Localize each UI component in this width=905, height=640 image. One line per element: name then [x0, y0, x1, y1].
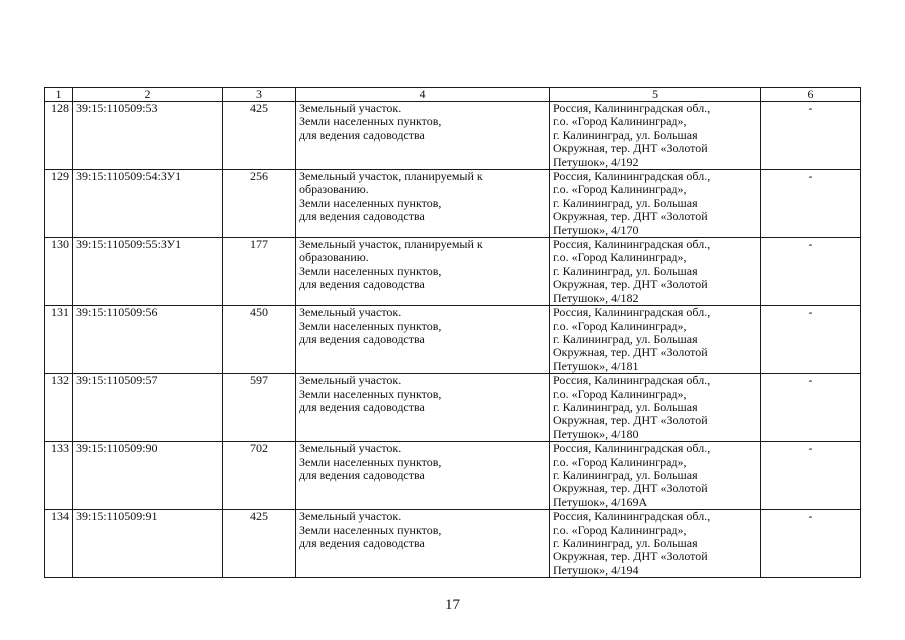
description-line: Земельный участок.	[299, 373, 402, 388]
cadastral-number-cell: 39:15:110509:55:ЗУ1	[73, 238, 223, 306]
address-cell	[550, 442, 761, 510]
address-line: Окружная, тер. ДНТ «Золотой	[553, 413, 708, 428]
address-line: г. Калининград, ул. Большая	[553, 331, 698, 346]
description-line: Земли населенных пунктов,	[299, 195, 442, 210]
table-row	[45, 102, 861, 170]
description-line: Земли населенных пунктов,	[299, 386, 442, 401]
address-line: Петушок», 4/181	[553, 358, 639, 373]
description-line: образованию.	[299, 250, 369, 265]
table-body	[45, 102, 861, 578]
address-cell	[550, 306, 761, 374]
address-line: Россия, Калининградская обл.,	[553, 509, 711, 524]
header-cell-2: 2	[73, 88, 223, 102]
address-line: г. Калининград, ул. Большая	[553, 399, 698, 414]
cadastral-number-cell: 39:15:110509:57	[73, 374, 223, 442]
address-line: Петушок», 4/182	[553, 290, 639, 305]
description-line: для ведения садоводства	[299, 209, 425, 224]
address-cell	[550, 510, 761, 578]
cadastral-number-cell: 39:15:110509:90	[73, 442, 223, 510]
address-line: г.о. «Город Калининград»,	[553, 386, 687, 401]
description-line: для ведения садоводства	[299, 277, 425, 292]
description-cell	[296, 374, 550, 442]
area-cell: 177	[223, 238, 296, 306]
description-line: Земельный участок, планируемый к	[299, 169, 483, 184]
description-line: Земли населенных пунктов,	[299, 522, 442, 537]
area-cell: 597	[223, 374, 296, 442]
area-cell: 256	[223, 170, 296, 238]
address-line: Окружная, тер. ДНТ «Золотой	[553, 481, 708, 496]
row-number-cell: 131	[45, 306, 73, 374]
cadastral-number-cell: 39:15:110509:54:ЗУ1	[73, 170, 223, 238]
header-cell-6: 6	[761, 88, 861, 102]
page-number: 17	[445, 597, 460, 613]
description-cell	[296, 238, 550, 306]
description-line: для ведения садоводства	[299, 399, 425, 414]
description-cell	[296, 102, 550, 170]
address-line: г. Калининград, ул. Большая	[553, 195, 698, 210]
note-cell: -	[761, 306, 861, 374]
row-number-cell: 128	[45, 102, 73, 170]
row-number-cell: 132	[45, 374, 73, 442]
address-line: г.о. «Город Калининград»,	[553, 114, 687, 129]
area-cell: 425	[223, 510, 296, 578]
table-row	[45, 238, 861, 306]
address-line: Россия, Калининградская обл.,	[553, 441, 711, 456]
note-cell: -	[761, 510, 861, 578]
row-number-cell: 133	[45, 442, 73, 510]
row-number-cell: 134	[45, 510, 73, 578]
cadastral-number-cell: 39:15:110509:56	[73, 306, 223, 374]
description-cell	[296, 442, 550, 510]
address-line: Окружная, тер. ДНТ «Золотой	[553, 277, 708, 292]
table-row	[45, 306, 861, 374]
table-header	[45, 88, 861, 102]
address-line: Окружная, тер. ДНТ «Золотой	[553, 141, 708, 156]
address-line: Россия, Калининградская обл.,	[553, 237, 711, 252]
address-line: г. Калининград, ул. Большая	[553, 263, 698, 278]
address-line: Окружная, тер. ДНТ «Золотой	[553, 209, 708, 224]
description-line: Земли населенных пунктов,	[299, 263, 442, 278]
address-line: г.о. «Город Калининград»,	[553, 250, 687, 265]
address-line: Петушок», 4/170	[553, 222, 639, 237]
description-line: Земли населенных пунктов,	[299, 318, 442, 333]
header-cell-1: 1	[45, 88, 73, 102]
cadastral-number-cell: 39:15:110509:91	[73, 510, 223, 578]
address-line: Окружная, тер. ДНТ «Золотой	[553, 549, 708, 564]
cadastral-number-cell: 39:15:110509:53	[73, 102, 223, 170]
description-cell	[296, 306, 550, 374]
address-line: г. Калининград, ул. Большая	[553, 467, 698, 482]
header-cell-3: 3	[223, 88, 296, 102]
description-line: для ведения садоводства	[299, 127, 425, 142]
description-line: образованию.	[299, 182, 369, 197]
description-line: Земельный участок.	[299, 305, 402, 320]
address-line: Петушок», 4/169А	[553, 494, 648, 509]
address-line: Петушок», 4/192	[553, 154, 639, 169]
address-line: Россия, Калининградская обл.,	[553, 305, 711, 320]
note-cell: -	[761, 442, 861, 510]
address-line: г.о. «Город Калининград»,	[553, 522, 687, 537]
row-number-cell: 129	[45, 170, 73, 238]
address-line: Россия, Калининградская обл.,	[553, 101, 711, 115]
address-line: г.о. «Город Калининград»,	[553, 454, 687, 469]
address-cell	[550, 238, 761, 306]
note-cell: -	[761, 102, 861, 170]
description-line: Земельный участок.	[299, 101, 402, 115]
table-row	[45, 374, 861, 442]
address-line: Россия, Калининградская обл.,	[553, 373, 711, 388]
address-line: г. Калининград, ул. Большая	[553, 127, 698, 142]
description-line: для ведения садоводства	[299, 536, 425, 550]
address-line: Окружная, тер. ДНТ «Золотой	[553, 345, 708, 360]
note-cell: -	[761, 170, 861, 238]
note-cell: -	[761, 238, 861, 306]
description-line: для ведения садоводства	[299, 331, 425, 346]
description-line: Земельный участок, планируемый к	[299, 237, 483, 252]
header-cell-4: 4	[296, 88, 550, 102]
description-cell	[296, 170, 550, 238]
land-plot-table	[44, 87, 861, 578]
address-line: г. Калининград, ул. Большая	[553, 536, 698, 550]
description-line: для ведения садоводства	[299, 467, 425, 482]
area-cell: 425	[223, 102, 296, 170]
description-line: Земли населенных пунктов,	[299, 114, 442, 129]
area-cell: 702	[223, 442, 296, 510]
row-number-cell: 130	[45, 238, 73, 306]
table-row	[45, 442, 861, 510]
address-line: Петушок», 4/194	[553, 562, 639, 577]
address-cell	[550, 102, 761, 170]
description-cell	[296, 510, 550, 578]
description-line: Земли населенных пунктов,	[299, 454, 442, 469]
description-line: Земельный участок.	[299, 441, 402, 456]
address-line: Петушок», 4/180	[553, 426, 639, 441]
address-cell	[550, 374, 761, 442]
table-row	[45, 510, 861, 578]
address-cell	[550, 170, 761, 238]
header-row	[45, 88, 861, 102]
note-cell: -	[761, 374, 861, 442]
address-line: г.о. «Город Калининград»,	[553, 318, 687, 333]
address-line: Россия, Калининградская обл.,	[553, 169, 711, 184]
description-line: Земельный участок.	[299, 509, 402, 524]
table-row	[45, 170, 861, 238]
address-line: г.о. «Город Калининград»,	[553, 182, 687, 197]
area-cell: 450	[223, 306, 296, 374]
header-cell-5: 5	[550, 88, 761, 102]
